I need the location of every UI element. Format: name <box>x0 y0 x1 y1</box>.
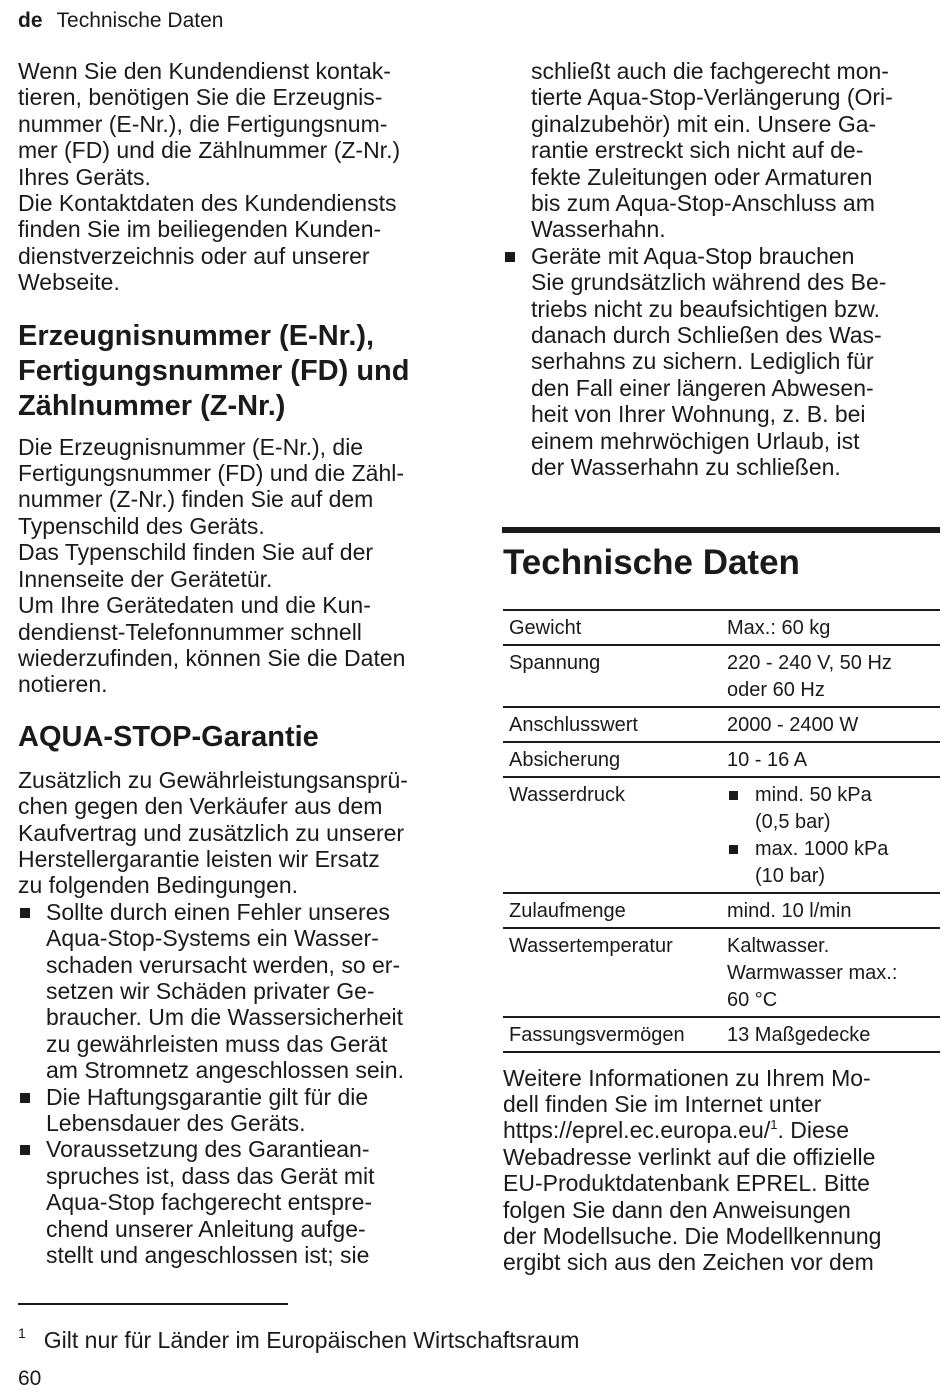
list-item: Geräte mit Aqua-Stop brauchen Sie grundsätzlich während des Be- triebs nicht zu beaufsichtigen bzw. danach durch Schließen des Was- serhahns zu sichern. Lediglich für den Fall einer längeren Abwesen- heit von Ihrer Wohnung, z. B. bei einem mehrwöchigen Urlaub, ist der Wasserhahn zu schließen. <box>503 243 940 481</box>
table-row <box>503 928 940 1017</box>
spec-value <box>721 777 940 893</box>
list-item: Die Haftungsgarantie gilt für die Lebensdauer des Geräts. <box>18 1084 463 1137</box>
spec-value: Kaltwasser. Warmwasser max.: 60 °C <box>727 934 898 1011</box>
table-row <box>503 610 940 645</box>
list-item: max. 1000 kPa (10 bar) <box>727 836 934 890</box>
technical-data-table <box>503 609 940 1053</box>
spec-label: Anschlusswert <box>509 713 638 736</box>
garantie-intro-paragraph: Zusätzlich zu Gewährleistungsansprü- chen gegen den Verkäufer aus dem Kaufvertrag und zusätzlich zu unserer Herstellergarantie leisten wir Ersatz zu folgenden Bedingungen. <box>18 766 408 899</box>
table-row <box>503 742 940 777</box>
spec-label: Fassungsvermögen <box>509 1023 685 1046</box>
spec-label: Wassertemperatur <box>509 934 673 957</box>
list-item: mind. 50 kPa (0,5 bar) <box>727 782 934 836</box>
footnote-number: 1 <box>18 1325 26 1341</box>
spec-value: 10 - 16 A <box>727 748 808 771</box>
footnote-ref: 1 <box>770 1117 778 1133</box>
left-column <box>18 58 463 1268</box>
square-bullet-icon <box>505 252 515 262</box>
header-title: Technische Daten <box>56 9 224 32</box>
square-bullet-icon <box>20 908 30 918</box>
right-column <box>503 58 940 1276</box>
section-title: Technische Daten <box>503 542 800 582</box>
running-header <box>18 8 223 34</box>
spec-value: mind. 10 l/min <box>727 899 852 922</box>
footnote-text: Gilt nur für Länder im Europäischen Wirtschaftsraum <box>43 1327 580 1353</box>
square-bullet-icon <box>20 1093 30 1103</box>
footnote-divider <box>18 1303 288 1305</box>
eprel-paragraph: Weitere Informationen zu Ihrem Mo- dell finden Sie im Internet unter https://eprel.ec.europa.eu/$^1$. Diese Webadresse verlinkt auf die offizielle EU-Produktdatenbank EPREL. Bitte folgen Sie dann den Anweisungen der Modellsuche. Die Modellkennung ergibt sich aus den Zeichen vor dem <box>503 1064 882 1276</box>
page-number: 60 <box>18 1367 42 1390</box>
intro-paragraph: Wenn Sie den Kundendienst kontak- tieren, benötigen Sie die Erzeugnis- nummer (E-Nr.), die Fertigungsnum- mer (FD) und die Zählnummer (Z-Nr.) Ihres Geräts. Die Kontaktdaten des Kundendiensts finden Sie im beiliegenden Kunden- dienstverzeichnis oder auf unserer Webseite. <box>18 58 401 296</box>
spec-label: Spannung <box>509 651 601 674</box>
spec-label: Gewicht <box>509 616 582 639</box>
spec-value: 13 Maßgedecke <box>727 1023 871 1046</box>
spec-label: Zulaufmenge <box>509 899 626 922</box>
heading-aqua-stop-garantie: AQUA-STOP-Garantie <box>18 720 319 753</box>
spec-value: Max.: 60 kg <box>727 616 831 639</box>
table-row <box>503 777 940 893</box>
square-bullet-icon <box>729 845 738 854</box>
garantie-conditions-list <box>18 899 463 1269</box>
square-bullet-icon <box>20 1145 30 1155</box>
typenschild-paragraph: Die Erzeugnisnummer (E-Nr.), die Fertigungsnummer (FD) und die Zähl- nummer (Z-Nr.) finden Sie auf dem Typenschild des Geräts. Das Typenschild finden Sie auf der Innenseite der Gerätetür. Um Ihre Gerätedaten und die Kun- dendienst-Telefonnummer schnell wiederzufinden, können Sie die Daten notieren. <box>18 433 406 698</box>
list-item: Sollte durch einen Fehler unseres Aqua-Stop-Systems ein Wasser- schaden verursacht werden, so er- setzen wir Schäden privater Ge- braucher. Um die Wassersicherheit zu gewährleisten muss das Gerät am Stromnetz angeschlossen sein. <box>18 899 463 1084</box>
section-divider <box>502 527 940 533</box>
spec-value: 2000 - 2400 W <box>727 713 859 736</box>
spec-value: 220 - 240 V, 50 Hz oder 60 Hz <box>727 651 892 701</box>
table-row <box>503 1017 940 1052</box>
footnote <box>18 1318 579 1355</box>
heading-erzeugnisnummer: Erzeugnisnummer (E-Nr.), Fertigungsnummer (FD) und Zählnummer (Z-Nr.) <box>18 319 410 422</box>
language-code: de <box>18 9 43 32</box>
spec-label: Absicherung <box>509 748 621 771</box>
square-bullet-icon <box>729 791 738 800</box>
table-row <box>503 707 940 742</box>
spec-label: Wasserdruck <box>509 783 625 806</box>
list-item: Voraussetzung des Garantiean- spruches ist, dass das Gerät mit Aqua-Stop fachgerecht entspre- chend unserer Anleitung aufge- stellt und angeschlossen ist; sie <box>18 1136 463 1268</box>
list-item-continuation: schließt auch die fachgerecht mon- tierte Aqua-Stop-Verlängerung (Ori- ginalzubehör) mit ein. Unsere Ga- rantie erstreckt sich nicht auf de- fekte Zuleitungen oder Armaturen bis zum Aqua-Stop-Anschluss am Wasserhahn. <box>531 58 893 243</box>
table-row <box>503 893 940 928</box>
eprel-url: https://eprel.ec.europa.eu/ <box>503 1117 771 1144</box>
garantie-conditions-list-continued <box>503 58 940 481</box>
table-row <box>503 645 940 707</box>
